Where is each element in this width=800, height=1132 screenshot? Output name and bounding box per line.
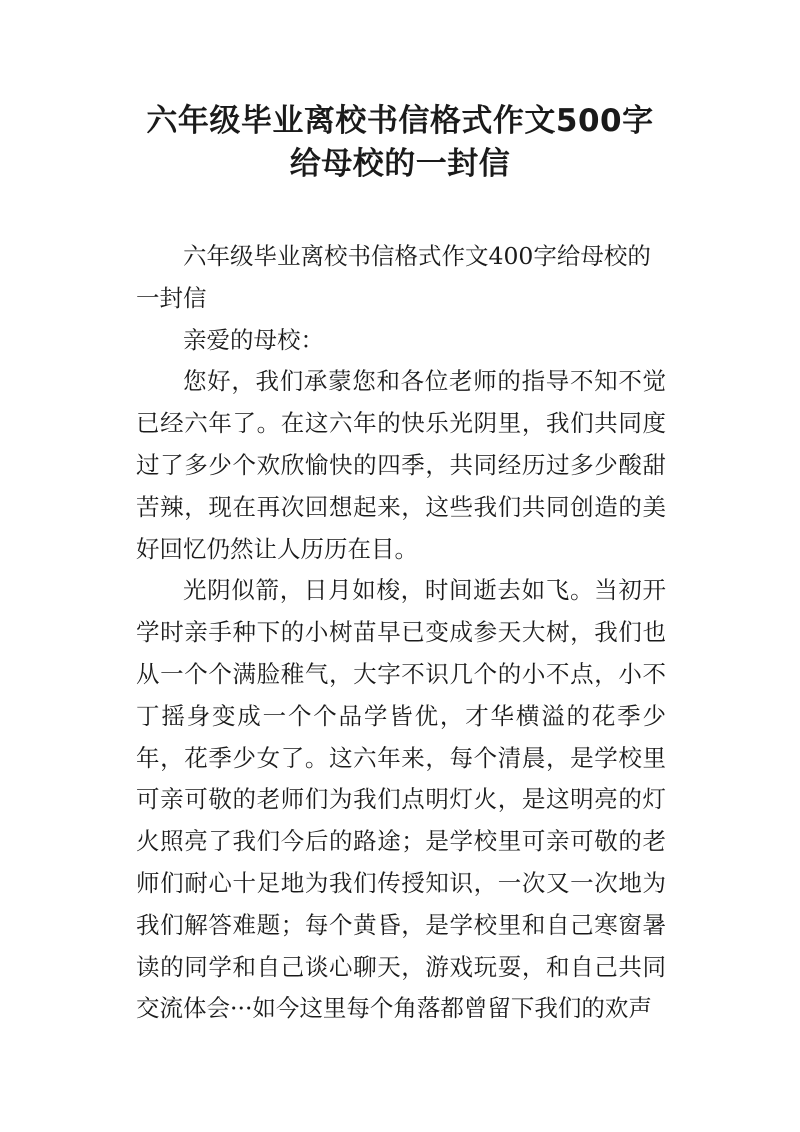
body-paragraph-1: 您好，我们承蒙您和各位老师的指导不知不觉已经六年了。在这六年的快乐光阴里，我们共同度过了多少个欢欣愉快的四季，共同经历过多少酸甜苦辣，现在再次回想起来，这些我们共同创造的美好回忆仍然让人历历在目。 — [136, 367, 666, 563]
salutation-paragraph: 亲爱的母校： — [183, 325, 324, 354]
document-body — [136, 236, 666, 1030]
subheading-paragraph: 六年级毕业离校书信格式作文400字给母校的一封信 — [136, 242, 651, 312]
body-paragraph-2: 光阴似箭，日月如梭，时间逝去如飞。当初开学时亲手种下的小树苗早已变成参天大树，我们也从一个个满脸稚气，大字不识几个的小不点，小不丁摇身变成一个个品学皆优，才华横溢的花季少年，花季少女了。这六年来，每个清晨，是学校里可亲可敬的老师们为我们点明灯火，是这明亮的灯火照亮了我们今后的路途；是学校里可亲可敬的老师们耐心十足地为我们传授知识，一次又一次地为我们解答难题；每个黄昏，是学校里和自己寒窗暑读的同学和自己谈心聊天，游戏玩耍，和自己共同交流体会···如今这里每个角落都曾留下我们的欢声 — [136, 576, 666, 1023]
document-title-line-1: 六年级毕业离校书信格式作文500字 — [146, 103, 654, 139]
document-title-line-2: 给母校的一封信 — [289, 146, 511, 182]
